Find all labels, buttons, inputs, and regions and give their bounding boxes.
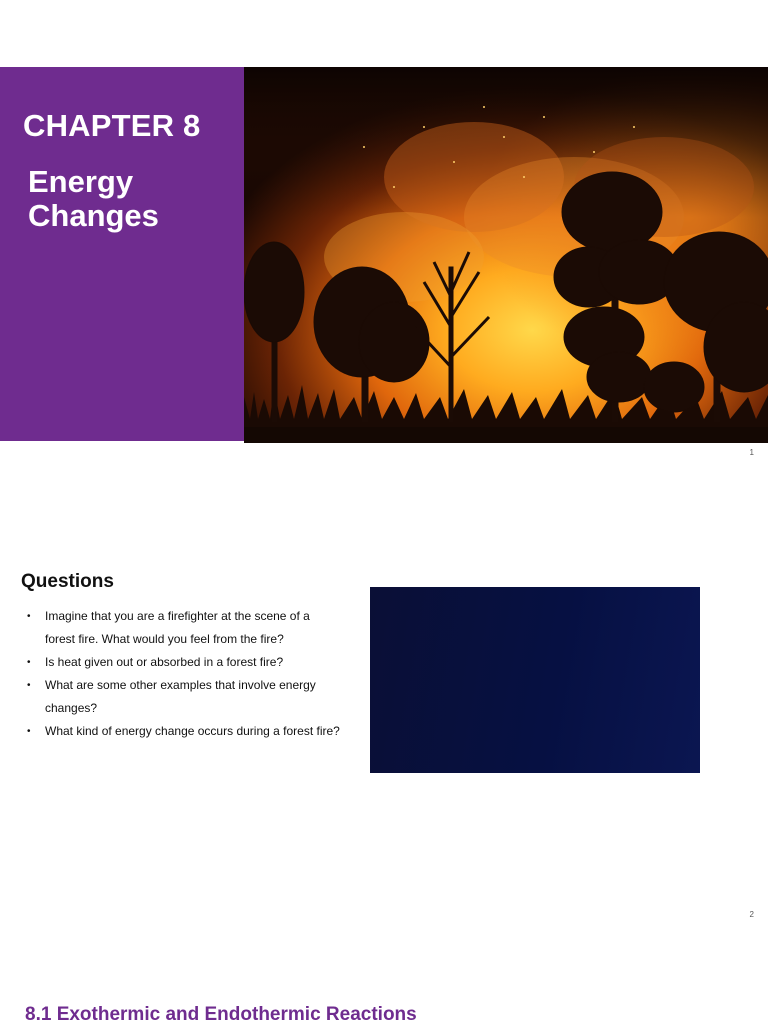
question-text: What are some other examples that involve energy changes? [45, 678, 316, 715]
questions-list [27, 605, 347, 743]
list-item [27, 674, 345, 720]
questions-heading: Questions [21, 571, 114, 592]
question-text: Is heat given out or absorbed in a forest fire? [45, 655, 284, 669]
question-text: What kind of energy change occurs during a forest fire? [45, 724, 340, 738]
chapter-label: CHAPTER 8 [23, 108, 201, 143]
bullet-icon: • [27, 611, 31, 622]
slide-1 [0, 0, 768, 462]
forest-fire-photo [244, 67, 768, 443]
bullet-icon: • [27, 680, 31, 691]
page-number: 1 [749, 448, 754, 457]
slide-3 [0, 924, 768, 1024]
forest-fire-illustration [244, 67, 768, 443]
section-heading: 8.1 Exothermic and Endothermic Reactions [25, 1004, 417, 1025]
question-text: Imagine that you are a firefighter at the scene of a forest fire. What would you feel from the fire? [45, 609, 310, 646]
list-item [27, 651, 347, 674]
list-item [27, 605, 335, 651]
chapter-title: Energy Changes [28, 164, 159, 233]
list-item [27, 720, 345, 743]
bullet-icon: • [27, 726, 31, 737]
video-placeholder[interactable] [370, 587, 700, 773]
slide-2 [0, 462, 768, 924]
bullet-icon: • [27, 657, 31, 668]
page-number: 2 [749, 910, 754, 919]
